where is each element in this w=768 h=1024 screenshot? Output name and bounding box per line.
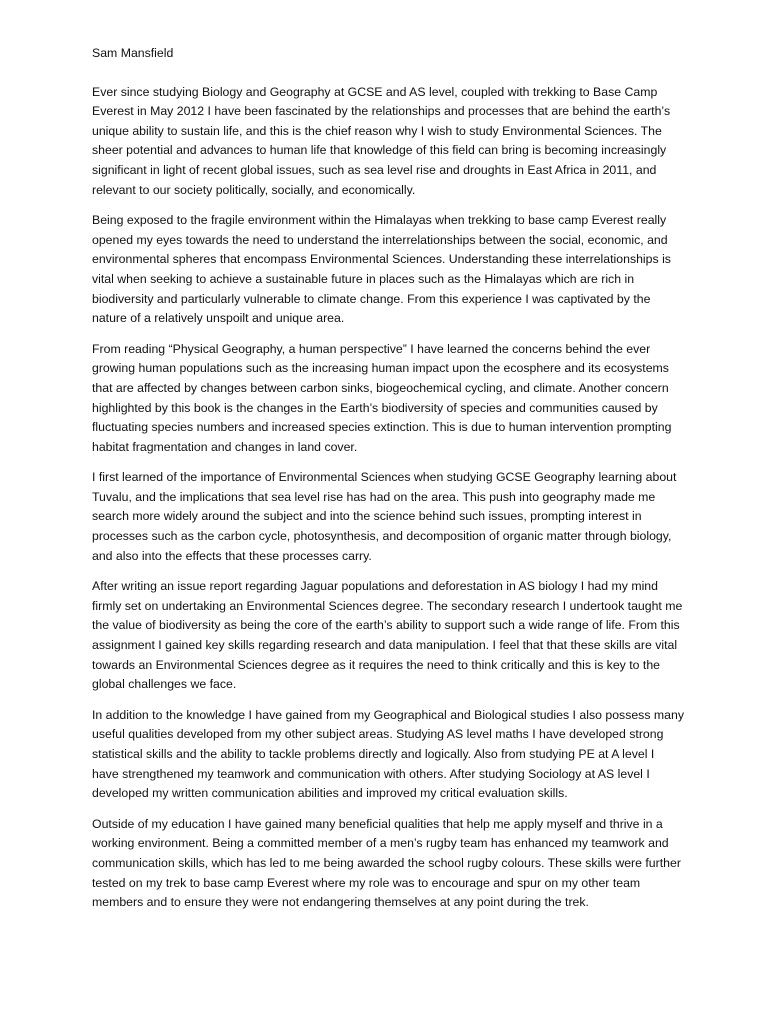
paragraph-3: From reading “Physical Geography, a human perspective” I have learned the concerns behind the ever growing human populations such as the increasing human impact upon the ecosphere and its ecosystems that are affected by changes between carbon sinks, biogeochemical cycling, and climate. Another concern highlighted by this book is the changes in the Earth’s biodiversity of species and communities caused by fluctuating species numbers and increased species extinction. This is due to human intervention prompting habitat fragmentation and changes in land cover. bbox=[92, 341, 672, 454]
author-name: Sam Mansfield bbox=[92, 46, 174, 60]
paragraph-1: Ever since studying Biology and Geography at GCSE and AS level, coupled with trekking to Base Camp Everest in May 2012 I have been fascinated by the relationships and processes that are behind the earth’s unique ability to sustain life, and this is the chief reason why I wish to study Environmental Sciences. The sheer potential and advances to human life that knowledge of this field can bring is becoming increasingly significant in light of recent global issues, such as sea level rise and droughts in East Africa in 2011, and relevant to our society politically, socially, and economically. bbox=[92, 84, 671, 197]
paragraph-2: Being exposed to the fragile environment within the Himalayas when trekking to base camp Everest really opened my eyes towards the need to understand the interrelationships between the social, economic, and environmental spheres that encompass Environmental Sciences. Understanding these interrelationships is vital when seeking to achieve a sustainable future in places such as the Himalayas which are rich in biodiversity and particularly vulnerable to climate change. From this experience I was captivated by the nature of a relatively unspoilt and unique area. bbox=[92, 213, 671, 326]
paragraph-5: After writing an issue report regarding Jaguar populations and deforestation in AS biology I had my mind firmly set on undertaking an Environmental Sciences degree. The secondary research I undertook taught me the value of biodiversity as being the core of the earth’s ability to support such a wide range of life. From this assignment I gained key skills regarding research and data manipulation. I feel that that these skills are vital towards an Environmental Sciences degree as it requires the need to think critically and this is key to the global challenges we face. bbox=[92, 579, 683, 692]
paragraph-6: In addition to the knowledge I have gained from my Geographical and Biological studies I also possess many useful qualities developed from my other subject areas. Studying AS level maths I have developed strong statistical skills and the ability to tackle problems directly and logically. Also from studying PE at A level I have strengthened my teamwork and communication with others. After studying Sociology at AS level I developed my written communication abilities and improved my critical evaluation skills. bbox=[92, 707, 684, 801]
paragraph-7: Outside of my education I have gained many beneficial qualities that help me apply myself and thrive in a working environment. Being a committed member of a men’s rugby team has enhanced my teamwork and communication skills, which has led to me being awarded the school rugby colours. These skills were further tested on my trek to base camp Everest where my role was to encourage and spur on my other team members and to ensure they were not endangering themselves at any point during the trek. bbox=[92, 816, 681, 910]
paragraph-4: I first learned of the importance of Environmental Sciences when studying GCSE Geography learning about Tuvalu, and the implications that sea level rise has had on the area. This push into geography made me search more widely around the subject and into the science behind such issues, prompting interest in processes such as the carbon cycle, photosynthesis, and decomposition of organic matter through biology, and also into the effects that these processes carry. bbox=[92, 470, 677, 563]
